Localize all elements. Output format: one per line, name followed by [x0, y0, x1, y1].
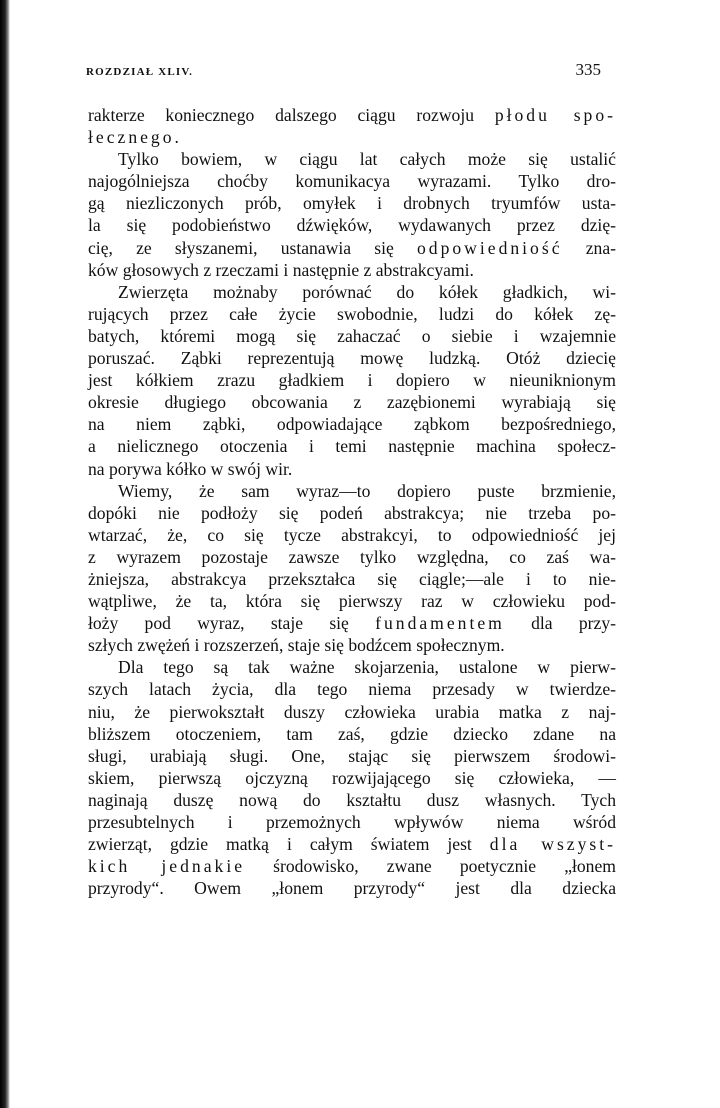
text-line: [88, 656, 616, 678]
text-line: [88, 347, 616, 369]
text-segment: żniejsza, abstrakcya przekształca się ciągle;—ale i to nie-: [88, 568, 616, 589]
spaced-emphasis: płodu spo-: [494, 105, 616, 125]
text-line: [88, 701, 616, 723]
text-line: [88, 303, 616, 325]
text-segment: rakterze koniecznego dalszego ciągu rozwoju: [88, 105, 495, 125]
text-line: [88, 214, 616, 236]
text-segment: najogólniejsza choćby komunikacya wyrazami. Tylko dro-: [88, 171, 616, 192]
text-segment: sługi, urabiają sługi. One, stając się pierwszem środowi-: [88, 745, 616, 766]
text-segment: dopóki nie podłoży się podeń abstrakcya; nie trzeba po-: [88, 502, 616, 523]
text-line: [88, 325, 616, 347]
page-number: 335: [575, 60, 601, 79]
text-line: [88, 104, 616, 126]
text-segment: szłych zwężeń i rozszerzeń, staje się bodźcem społecznym.: [88, 635, 505, 656]
text-segment: batych, któremi mogą się zahaczać o siebie i wzajemnie: [88, 325, 616, 346]
text-segment: Zwierzęta możnaby porównać do kółek gładkich, wi-: [118, 281, 616, 302]
text-segment: ków głosowych z rzeczami i następnie z abstrakcyami.: [88, 259, 474, 280]
text-line: [88, 502, 616, 524]
text-line: [88, 458, 616, 480]
text-line: [88, 413, 616, 435]
text-line: [88, 723, 616, 745]
text-line: [88, 148, 616, 170]
text-segment: cię, ze słyszanemi, ustanawia się: [88, 237, 417, 258]
text-line: [88, 678, 616, 700]
text-segment: zwierząt, gdzie matką i całym światem jest: [88, 834, 490, 855]
text-line: [88, 811, 616, 833]
text-segment: dla przy-: [504, 613, 616, 634]
text-segment: rujących przez całe życie swobodnie, ludzi do kółek zę-: [88, 303, 616, 324]
text-segment: wtarzać, że, co się tycze abstrakcyi, to odpowiedniość jej: [88, 524, 616, 545]
text-segment: środowisko, zwane poetycznie „łonem: [245, 856, 616, 877]
text-line: [88, 170, 616, 192]
text-line: [88, 877, 616, 899]
body-text: [88, 104, 616, 899]
text-segment: niu, że pierwokształt duszy człowieka urabia matka z naj-: [88, 701, 616, 722]
text-line: [88, 259, 616, 281]
text-line: [88, 833, 616, 855]
text-segment: z wyrazem pozostaje zawsze tylko względna, co zaś wa-: [88, 546, 616, 567]
paragraph: [88, 281, 616, 480]
page-binding-edge: [0, 0, 10, 1108]
text-segment: .: [174, 127, 179, 148]
text-line: [88, 126, 616, 148]
text-line: [88, 391, 616, 413]
text-segment: łoży pod wyraz, staje się: [88, 613, 376, 634]
spaced-emphasis: fundamentem: [375, 613, 505, 634]
text-line: [88, 237, 616, 259]
paragraph: [88, 148, 616, 281]
text-segment: okresie długiego obcowania z zazębionemi wyrabiają się: [88, 392, 616, 413]
text-line: [88, 369, 616, 391]
text-line: [88, 435, 616, 457]
text-segment: Dla tego są tak ważne skojarzenia, ustalone w pierw-: [118, 657, 616, 678]
text-segment: a nielicznego otoczenia i temi następnie machina społecz-: [88, 436, 616, 457]
text-segment: przesubtelnych i przemożnych wpływów niema wśród: [88, 812, 616, 832]
text-line: [88, 789, 616, 811]
text-line: [88, 590, 616, 612]
spaced-emphasis: dla wszyst-: [489, 834, 616, 855]
text-line: [88, 767, 616, 789]
text-segment: zna-: [562, 237, 616, 258]
text-segment: przyrody“. Owem „łonem przyrody“ jest dla dziecka: [88, 878, 616, 899]
text-line: [88, 855, 616, 877]
running-head: ROZDZIAŁ XLIV.: [86, 66, 194, 78]
text-segment: Tylko bowiem, w ciągu lat całych może się ustalić: [118, 149, 616, 170]
text-line: [88, 546, 616, 568]
text-segment: skiem, pierwszą ojczyzną rozwijającego się człowieka, —: [88, 767, 616, 788]
paragraph: [88, 104, 616, 148]
spaced-emphasis: łecznego: [88, 127, 175, 148]
text-line: [88, 524, 616, 546]
spaced-emphasis: odpowiedniość: [416, 237, 563, 258]
text-segment: naginają duszę nową do kształtu dusz własnych. Tych: [88, 789, 616, 810]
page-header: [86, 62, 601, 84]
paragraph: [88, 480, 616, 657]
text-line: [88, 568, 616, 590]
text-line: [88, 612, 616, 634]
text-segment: Wiemy, że sam wyraz—to dopiero puste brzmienie,: [118, 480, 616, 501]
text-line: [88, 281, 616, 303]
text-line: [88, 480, 616, 502]
text-segment: la się podobieństwo dźwięków, wydawanych przez dzię-: [88, 215, 616, 236]
text-line: [88, 634, 616, 656]
paragraph: [88, 656, 616, 899]
text-segment: poruszać. Ząbki reprezentują mowę ludzką. Otóż dziecię: [88, 348, 616, 369]
text-segment: na niem ząbki, odpowiadające ząbkom bezpośredniego,: [88, 414, 616, 435]
spaced-emphasis: kich jednakie: [88, 856, 246, 877]
text-segment: gą niezliczonych prób, omyłek i drobnych tryumfów usta-: [88, 193, 616, 214]
text-line: [88, 192, 616, 214]
text-segment: bliższem otoczeniem, tam zaś, gdzie dziecko zdane na: [88, 723, 616, 744]
text-segment: jest kółkiem zrazu gładkiem i dopiero w nieuniknionym: [88, 370, 616, 391]
text-segment: szych latach życia, dla tego niema przesady w twierdze-: [88, 679, 616, 700]
text-segment: wątpliwe, że ta, która się pierwszy raz w człowieku pod-: [88, 591, 616, 612]
text-segment: na porywa kółko w swój wir.: [88, 458, 293, 479]
text-line: [88, 745, 616, 767]
